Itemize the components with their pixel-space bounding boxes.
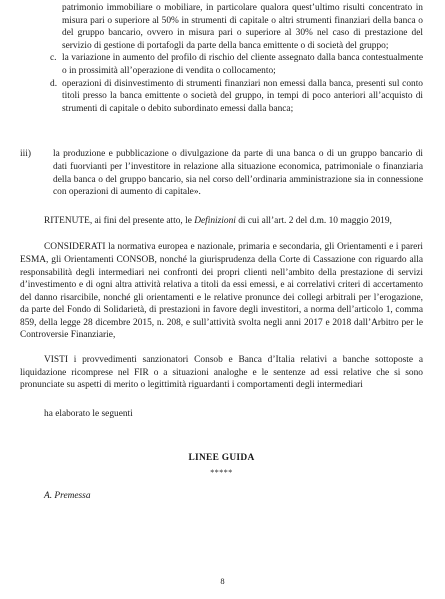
list-marker: iii) — [20, 149, 31, 160]
paragraph-visti: VISTI i provvedimenti sanzionatori Consob e Banca d’Italia relativi a banche sottoposte a liquidazione ricomprese nel FIR o a situazioni analoghe e le sentenze ad essi relative che si sono pronunciate su aspetti di merito o legittimità riguardanti i comportamenti degli intermediari — [20, 355, 423, 391]
emphasis-definizioni: Definizioni — [194, 215, 236, 226]
list-item-d — [20, 78, 423, 116]
list-marker: d. — [50, 78, 58, 89]
lead-word: RITENUTE — [44, 215, 90, 226]
list-item-text: la variazione in aumento del profilo di rischio del cliente assegnato dalla banca contestualmente o in prossimità all’operazione di vendita o collocamento; — [62, 53, 423, 76]
lead-word: CONSIDERATI — [44, 242, 106, 253]
lead-word: VISTI — [44, 355, 68, 366]
list-item-text: la produzione e pubblicazione o divulgazione da parte di una banca o di un gruppo bancario di dati fuorvianti per l’investitore in relazione alla situazione economica, patrimoniale o finanziaria della banca o del gruppo bancario, sia nel corso dell’ordinaria amministrazione sia in connessione con operazioni di aumento di capitale». — [53, 149, 423, 198]
subsection-heading: A. Premessa — [44, 490, 91, 501]
paragraph-closing: ha elaborato le seguenti — [44, 408, 133, 419]
list-marker: c. — [50, 53, 57, 64]
list-item-c — [20, 52, 423, 77]
list-continuation: patrimonio immobiliare o mobiliare, in particolare qualora quest’ultimo risulti concentrato in misura pari o superiore al 50% in strumenti di capitale o altri strumenti finanziari della banca o del gruppo bancario, ovvero in misura pari o superiore al 30% nel caso di prestazione del servizio di gestione di portafogli da parte della banca emittente o di società del gruppo; — [62, 3, 423, 51]
page-number: 8 — [220, 576, 225, 586]
roman-list-item-iii — [20, 148, 423, 198]
paragraph-considerati: CONSIDERATI la normativa europea e nazionale, primaria e secondaria, gli Orientamenti e i pareri ESMA, gli Orientamenti CONSOB, nonché la giurisprudenza della Corte di Cassazione con riguardo alla responsabilità degli intermediari nei confronti dei propri clienti nell’ambito della prestazione di servizi d’investimento e di ogni altra attività relativa a titoli da essi emessi, e ai correlativi criteri di accertamento del danno risarcibile, nonché gli orientamenti e le relative pronunce dei collegi arbitrali per l’erogazione, da parte del Fondo di Solidarietà, di prestazioni in favore degli investitori, a norma dell’articolo 1, comma 859, della legge 28 dicembre 2015, n. 208, e sull’attività svolta negli anni 2017 e 2018 dall’Arbitro per le Controversie Finanziarie, — [20, 242, 423, 341]
ornament-separator: ***** — [210, 468, 233, 478]
section-heading: LINEE GUIDA — [188, 453, 255, 464]
document-page — [0, 2, 445, 599]
paragraph-ritenute: RITENUTE, ai fini del presente atto, le Definizioni di cui all’art. 2 del d.m. 10 maggio 2019, — [44, 215, 392, 226]
list-item-text: operazioni di disinvestimento di strumenti finanziari non emessi dalla banca, presenti sul conto titoli presso la banca emittente o società del gruppo, in tempi di poco anteriori all’acquisto di strumenti di capitale o debito subordinato emessi dalla banca; — [62, 78, 423, 114]
